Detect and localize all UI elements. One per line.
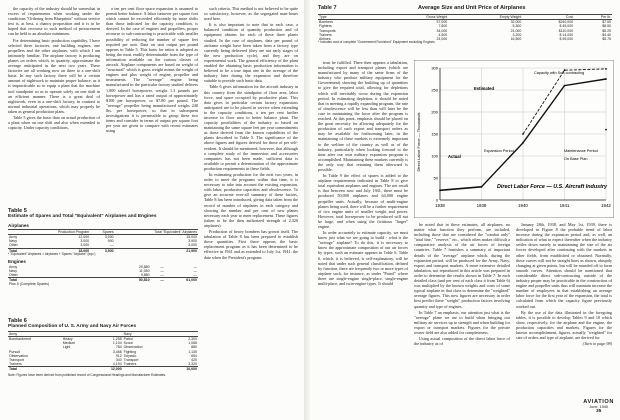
table-cell: 12,000 [94, 367, 123, 372]
table-cell: Trainers [123, 362, 137, 367]
annotation-maintenance: Maintenance Period [564, 149, 598, 153]
paragraph: January 28th, 1938, and May 1st, 1939, there is developed in Figure 8 the probable trend of labor increase during the expansion period and, as well, an indication of what to expect thereafter when the industry settles down merely to maintaining the size of the air forces developed after continuing with the markets in other fields, from established or obtained. Normally, these curves will not be straight lines as shown, abruptly changing at given points, but will be rounded off to form smooth curves. Attention should be mentioned that considerable direct sub-contracting outside of the industry proper may be practicable in the construction of engine and propeller units thus will maintain increase the number of employees in that establishing an average labor force for the first year of the expansion, the total is calculated from which the capacity figure previously worked out. [516, 222, 612, 309]
page-number: 35 [595, 409, 602, 414]
table-cell: 10,000 [169, 367, 198, 372]
annotation-estimated: Estimated [474, 86, 495, 91]
table-cell: Navy [9, 239, 17, 244]
table-5-section-airplanes: Airplanes [8, 222, 29, 228]
table-cell: — [193, 264, 197, 269]
table-cell: 21,000 [510, 28, 522, 33]
labor-force-chart [414, 60, 614, 218]
table-cell: — [110, 243, 114, 248]
table-header: Spares [90, 229, 114, 234]
paragraph: Table 5 gives the basic data on actual production of a plant when on one shift and also when extended to capacity. Under capacity conditions, [8, 114, 100, 131]
table-cell: Transports [319, 28, 336, 33]
table-cell: Trainers [9, 362, 22, 367]
chart-frame [414, 60, 614, 218]
table-cell: 50,810 [117, 278, 150, 283]
table-cell: — [193, 268, 197, 273]
table-cell: 29,880 [138, 264, 150, 269]
table-cell: 4,500 [438, 32, 448, 37]
data-point [605, 68, 607, 70]
table-cell: Trainers [319, 32, 332, 37]
table-cell: Medium [62, 341, 76, 346]
table-cell: 420 [191, 358, 197, 363]
table-cell: 3,000 [80, 239, 90, 244]
table-cell: 9,880 [140, 273, 150, 278]
table-cell: Observation [123, 345, 143, 350]
table-5-engines [8, 265, 198, 287]
paragraph: It is also important to note that in each case, a balanced condition of quantity production and of equipment obtains for each of these three plants studied. In the case of airplanes, data per pound of airframe weight have been taken from a factory type currently being delivered (they are not early stages of the new production cycle), and they are on experimental work. The general efficiency of the plant enabled the obtaining basic production information is believed to be a true input one in the average of the industry later during the expansion and therefore suitable to provide such basic data. [204, 22, 298, 84]
paragraph: Production of heavy bombers has grown itself. The tabulation of Table 8 has been prepared to establish these quantities. First there appears the basic replacement program as it has been determined to be effective in 1941 and as extended to July 1st, 1941, the date when the President's program [204, 229, 298, 260]
table-cell: 61,000 [165, 278, 198, 283]
table-cell: 57,000 [436, 20, 448, 25]
table-cell: Total [8, 367, 62, 372]
paragraph: a ten per cent floor space expansion is assumed to permit better balance. A labor turnover per square foot which cannot be exceeded efficiently by more shifts than those indicated for the capacity condition, is derived. In the case of engines and propellers, proper recourse to sub-contracting is practicable with smaller possibility of reducing the number of square feet required per unit. Data on unit output per pound appears in Table 5. This basis for ratios is adopted as being the most readily determinable from the type of information available on the various classes of aircraft. Airplane components are based on weight of "structural" which is gross weight minus the weight of engines and plus weight of engine, propeller and instruments. The "average" engine being manufactured in the particular factory studied delivers 1,000 takeoff horsepower, weighs 1.3 pounds per horsepower and has a rated output of approximately $100 per horsepower, or $7.80 per pound. The "average" propeller being manufactured weighs 240 lbs. per horsepower, so that in subsequent investigations it is permissible to group these two items and consider in terms of output per square foot per year are given to compare with recent estimates using [106, 6, 198, 134]
table-cell: 32,000 [510, 20, 522, 25]
paragraph: In order accurately to estimate capacity, we must know just what we are going to build - what is the "average" airplane? To do this, it is necessary to know the approximate composition of our air forces by types, such an estimate appears in Table 6. Table 6, which, it is believed, is self-explanatory, will be noted that under such general classification, defined by function, there are frequently two or more types of airplane such, for instance, as under "Patrol" where there are single-engine single-place, single-engine multi-place, and twin-engine types. It should [318, 230, 408, 287]
table-header: Army [8, 331, 62, 336]
table-cell: — [151, 278, 165, 283]
table-cell: 15,000 [186, 235, 197, 240]
table-cell: Transport [9, 358, 24, 363]
table-cell: Total [8, 248, 28, 253]
table-header: Cost [522, 15, 574, 20]
table-cell: 1,130 [188, 349, 197, 354]
table-6-note: Note: Figures have been derived from published record of Congressional Hearings and Manufacturer Estimates. [8, 372, 167, 377]
annotation-expansion: Expansion Period [484, 149, 514, 153]
annotation-actual: Actual [448, 154, 461, 159]
table-cell: Other [9, 243, 18, 248]
table-cell: Bombardment [9, 337, 31, 342]
paragraph: trust be fulfilled. There then appears a tabulation, including export and transport planes (which are manufactured by many of the same firms of the industry who produce military equipment for the Government) showing the building up of quantities to give the required total, allowing for depletions which will inevitably occur during the expansion period. In estimating depletion, it should be noted that in meeting a rapidly expanding program, the rate of obsolescence will be less than will later be the case in maintaining the force after the program is reached. At this point, emphasis should be placed on the great necessity for allowing adequately for the production of such export and transport orders as may be available for forthcoming later, in the maintaining of these markets is extremely important to the welfare of the country as well as of the industry, particularly when looking forward to the time after our own military expansion program is accomplished. Maintaining these markets currently is the only way that retaining them afterward is possible. [318, 60, 408, 172]
paragraph: be noted that in these estimates, all airplanes, no matter what function they perform, are included, including those that are considered the "combat only" "total line," "reserve," etc., which often makes difficult a comparative analysis of the air forces of foreign countries. Table 7 furnishes a summary of important details of the "average" airplane which, during the expansion period, will be produced for the Army, Navy, export and transport markets. A more extensive detailed tabulation, not reproduced in this article was prepared in order to determine the results shown in Table 7. In each detailed class (and per cent of each class it from Table 6) was multiplied by the known weights and costs of some typical airplane in that class to determine the "weighted" average figures. This now figures are necessary in order best predict these "weight" production factors involving quantity and type of engines. [414, 222, 510, 309]
table-7-footnote: * Includes cost of complete "Government Furnished" Equipment excluding Engines [318, 40, 435, 45]
table-cell: 3,320 [188, 362, 197, 367]
table-cell: 7,800 [438, 24, 448, 29]
table-cell: $5.25 [602, 28, 611, 33]
left-page [0, 0, 305, 420]
table-cell: $ 45,000 [559, 24, 574, 29]
table-cell: Bombers [319, 20, 334, 25]
table-cell: Patrol [123, 337, 133, 342]
table-7 [318, 14, 612, 45]
table-cell: Navy [9, 268, 17, 273]
x-tick-label: 1938 [435, 203, 445, 208]
table-cell: — [160, 268, 164, 273]
right-column-3 [516, 222, 612, 372]
table-5 [8, 208, 198, 287]
table-row-total [8, 367, 198, 372]
paragraph: In Table 9 the effect of spares is added to the airplane requirements indicated in Table 8 to give total equivalent airplanes and engines. The net result is that between now and July 1941, there must be produced 50,000 airplanes and 64,000 engine propeller units. Actually, because of multi-engine planes being used, there will be a further requirement of two engine units of smaller weight and power. However, total horsepower to be produced will not be large, and when using the fictitious "larger" engine. [318, 173, 408, 229]
table-cell: $ 14,000 [559, 32, 574, 37]
table-cell: Fighters [319, 24, 332, 29]
table-cell: Heavy [62, 337, 73, 342]
table-cell: 340 [115, 358, 122, 363]
table-cell: 3,468 [112, 349, 122, 354]
paragraph: such criteria. This method is not believed to be quite so satisfactory, however, as the segregated man-hours used here. [204, 6, 298, 22]
table-cell: 3,000 [188, 243, 197, 248]
y-axis-label: Direct Labor Force — Thousands [416, 112, 421, 172]
table-row [8, 282, 198, 286]
table-cell: $8.50 [602, 24, 611, 29]
table-5-footnote: * "Equivalent" Airplanes = Airplanes + Spares "Airplane" (eqv.) [8, 251, 96, 256]
table-cell: 4,194 [112, 362, 122, 367]
table-cell: $5.75 [602, 37, 611, 42]
x-tick-label: 1941 [559, 203, 570, 208]
table-header: Navy [123, 331, 170, 336]
y-tick-label: 200 [431, 109, 438, 115]
x-tick-label: 1942 [601, 203, 611, 208]
table-cell: — [160, 264, 164, 269]
table-cell: Transport [123, 358, 139, 363]
table-5-title: Table 5 [8, 208, 27, 214]
y-tick-label: 300 [431, 65, 438, 71]
table-cell: 1,258 [112, 337, 122, 342]
table-cell: 3,900 [188, 239, 197, 244]
table-7-data [318, 14, 612, 41]
magazine-name: AVIATION [583, 399, 614, 405]
table-cell: 900 [107, 239, 114, 244]
paragraph: In estimating production for the next two years, in order to meet the programs within that time, it is necessary to take into account the existing expansion, with labor, productive capacities and obsolescence. To give an accurate over-all summary of these factors, Table 8 has been introduced, giving data taken from the record of number of airplanes in each category and showing the number and per cent of new planes necessary each year to meet replacement. These figures (taken to be the then authorized strength of 2,320 airplanes). [204, 172, 298, 228]
right-page [310, 0, 620, 420]
table-cell: Light [62, 345, 71, 350]
chart-legend: Direct Labor Force — U.S. Aircraft Industry [496, 184, 608, 190]
table-6-subtitle: Planned Composition of U. S. Army and Navy Air Forces [8, 324, 137, 330]
y-tick-label: 100 [431, 153, 438, 159]
table-cell: $240,000 [558, 20, 574, 25]
paragraph: Table 6 gives information for the aircraft industry in this country from the standpoint of floor area, labor force, and space occupied by productive plant. This data gives in particular certain factory expansions anticipated are to be placed in service when extending to the capacity conditions, a ten per cent further increase in floor area to better balance plant. The capacity possibilities of the industry so based on maintaining the same square feet per year commitments as those derived from the known capabilities of the plants described in Table 5. The significance of the above figures and figures derived for those of per self-evident. It should be mentioned, however, that although a complete study of the immersion and accessories companies has not been made, sufficient data is available to permit a determination of the approximate production requirements in these fields. [204, 84, 298, 171]
table-cell: 3,900 [90, 248, 114, 253]
table-cell: 11,050 [139, 268, 150, 273]
table-cell: 654 [191, 353, 197, 358]
table-cell: Scout [123, 341, 133, 346]
table-cell: — [160, 273, 164, 278]
table-cell: 16,500 [510, 37, 522, 42]
table-cell: Army [9, 235, 18, 240]
table-5-section-engines: Engines [8, 258, 26, 264]
data-point [564, 85, 566, 87]
table-cell: Plus 5 (Complete Spares) [9, 282, 50, 287]
data-point [522, 142, 524, 144]
table-header: Per lb. [574, 15, 612, 20]
table-cell: 12,000 [78, 235, 90, 240]
issue-date: June, 1940 [589, 405, 609, 409]
table-cell: 3,000 [104, 235, 114, 240]
table-cell: 1,068 [188, 341, 197, 346]
paragraph: In Table 7 an emphasis, our attention just what is the "average" plane we are to build when bringing our military air services up to strength and when building for export or transport markets. Figures for the private owner field are also added for completeness. [414, 309, 510, 335]
data-point [439, 189, 441, 191]
table-cell: 18,000 [28, 248, 90, 253]
table-cell: Army [9, 264, 18, 269]
table-5-airplanes [8, 229, 198, 253]
table-cell: 3,000 [80, 243, 90, 248]
paragraph: For determining basic production capability, I have selected three factories, one building engines, one propellers and the other airplanes, with which I am intimately familiar. The airplane factory is producing planes on orders which, in quantity, approximate the average anticipated in the next two years. These factories are all working now on three to a one-shift basis. In any such factory there will be a certain amount of nightwork to maintain proper balance, as it is impracticable so to equip a plant that the machine tool standpoint so as to operate solely on one shift in an efficient manner. There is a great deal of nightwork, even in a one-shift factory, in contrast to normal industrial operations, which may properly be taken as general production plans. [8, 37, 100, 114]
y-tick-label: 150 [431, 131, 438, 137]
table-cell: 24,000 [436, 37, 448, 42]
table-cell: 2,300 [188, 337, 197, 342]
right-column-1 [318, 60, 408, 412]
table-header: Gross Weight [376, 15, 448, 20]
paragraph: Using actual composition of the direct labor force of the industry as of [414, 336, 510, 347]
table-cell: $ 95,000 [559, 37, 574, 42]
left-column-1 [8, 6, 100, 204]
table-cell: Airlines [319, 37, 331, 42]
table-cell: Fighting [123, 349, 137, 354]
table-5-subtitle: Estimate of Spares and Total "Equivalent" Airplanes and Engines [8, 214, 157, 220]
data-point [605, 78, 607, 80]
table-cell: 5,300 [512, 24, 522, 29]
x-tick-label: 1940 [518, 203, 528, 208]
y-tick-label: 50 [433, 175, 438, 181]
table-7-title: Table 7 [318, 5, 337, 11]
table-cell: Other [9, 273, 18, 278]
data-point [605, 129, 607, 131]
left-column-3 [204, 6, 298, 412]
table-cell: Pursuit [9, 349, 20, 354]
table-header: Production Program [28, 229, 90, 234]
table-cell: $7.50 [602, 20, 611, 25]
table-header: Empty Weight [448, 15, 522, 20]
paragraph: the capacity of the industry should be somewhat in excess of requirements when working under the conditions "Ordering from Blueprints" without service test is, at best, a chancy proposition and it is to be hoped that recourse to such method of procurement can be held to an absolute minimum. [8, 6, 100, 37]
table-header: Total "Equivalent" Airplanes [115, 229, 198, 234]
table-cell: 1,104 [112, 341, 122, 346]
table-header: Type [318, 15, 376, 20]
table-6 [8, 318, 198, 377]
magazine-footer [583, 399, 614, 414]
table-cell: 21,900 [115, 248, 198, 253]
data-point [481, 186, 483, 188]
chart-title: Average Size and Unit Price of Airplanes [418, 5, 526, 11]
x-tick-label: 1939 [476, 203, 487, 208]
table-cell: 880 [191, 345, 197, 350]
table-cell: Torpedo [123, 353, 137, 358]
right-column-2 [414, 222, 510, 412]
table-cell: 34,000 [436, 28, 448, 33]
y-tick-label: 0 [435, 197, 438, 203]
table-cell: $110,000 [558, 28, 574, 33]
annotation-capacity: Capacity with Sub-contracting [534, 71, 585, 75]
table-cell: — [193, 273, 197, 278]
table-cell: Total [8, 278, 117, 283]
paragraph: By the use of the data illustrated in the foregoing tables, it is possible to develop Tables 9 and 10 which show, respectively, for the airplane and the engine, the production capacities and markets. Figures for the known accomplishment, figures, actually "weighted" for size of orders and type of airplane, are derived for [516, 309, 612, 341]
left-column-2 [106, 6, 198, 204]
table-cell: $4.40 [602, 32, 611, 37]
annotation-base-plan: On Base Plan [564, 157, 588, 161]
table-6-composition [8, 331, 198, 372]
table-cell: 784 [115, 345, 122, 350]
data-point [522, 133, 524, 135]
table-6-title: Table 6 [8, 318, 27, 324]
y-tick-label: 250 [431, 87, 438, 93]
table-cell: 3,200 [512, 32, 522, 37]
table-cell: Observation [9, 353, 28, 358]
table-cell: 912 [115, 353, 122, 358]
continued-note: (Turn to page 98) [582, 341, 612, 347]
